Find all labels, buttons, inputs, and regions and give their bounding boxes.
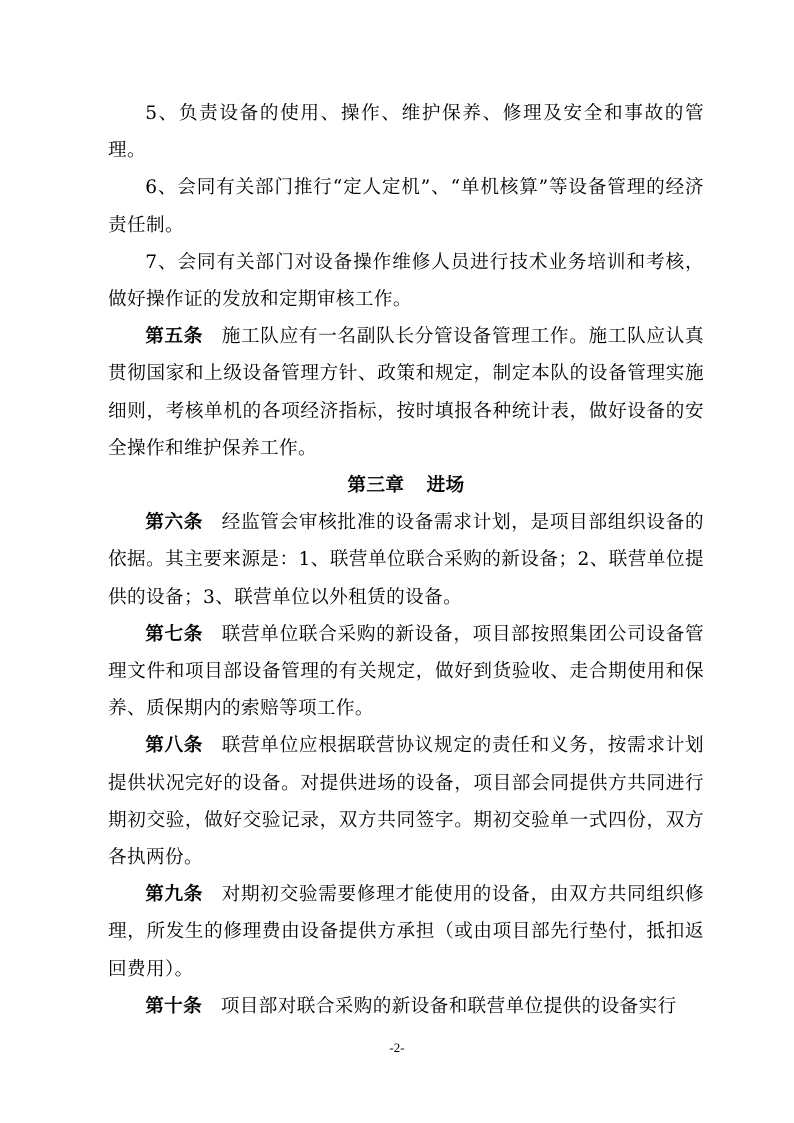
duty-item-5	[108, 95, 704, 169]
article-8-label: 第八条	[145, 735, 204, 757]
article-8-text: 联营单位应根据联营协议规定的责任和义务，按需求计划提供状况完好的设备。对提供进场的设备，项目部会同提供方共同进行期初交验，做好交验记录，双方共同签字。期初交验单一式四份，双方各执两份。	[108, 735, 704, 869]
chapter-heading	[108, 467, 704, 504]
article-6-text: 经监管会审核批准的设备需求计划，是项目部组织设备的依据。其主要来源是：1、联营单位联合采购的新设备；2、联营单位提供的设备；3、联营单位以外租赁的设备。	[108, 512, 704, 608]
chapter-number: 第三章	[347, 475, 405, 497]
article-10	[108, 988, 704, 1025]
article-5-text: 施工队应有一名副队长分管设备管理工作。施工队应认真贯彻国家和上级设备管理方针、政策和规定，制定本队的设备管理实施细则，考核单机的各项经济指标，按时填报各种统计表，做好设备的安全操作和维护保养工作。	[108, 326, 704, 459]
article-9-label: 第九条	[145, 884, 204, 906]
article-7-text: 联营单位联合采购的新设备，项目部按照集团公司设备管理文件和项目部设备管理的有关规定，做好到货验收、走合期使用和保养、质保期内的索赔等项工作。	[108, 623, 704, 720]
page-number: -2-	[389, 1040, 405, 1055]
article-6	[108, 504, 704, 616]
article-8	[108, 727, 704, 876]
duty-item-6-text: 6、会同有关部门推行“定人定机”、“单机核算”等设备管理的经济责任制。	[108, 177, 704, 236]
duty-item-6	[108, 169, 704, 243]
article-9-text: 对期初交验需要修理才能使用的设备，由双方共同组织修理，所发生的修理费由设备提供方承担（或由项目部先行垫付，抵扣返回费用）。	[108, 884, 704, 980]
article-7	[108, 616, 704, 728]
article-10-text: 项目部对联合采购的新设备和联营单位提供的设备实行	[220, 995, 677, 1017]
duty-item-7	[108, 244, 704, 318]
chapter-title: 进场	[426, 475, 465, 497]
article-6-label: 第六条	[145, 512, 204, 534]
duty-item-5-text: 5、负责设备的使用、操作、维护保养、修理及安全和事故的管理。	[108, 103, 704, 162]
document-body	[108, 95, 704, 1025]
article-9	[108, 876, 704, 988]
article-5-label: 第五条	[145, 326, 204, 348]
article-5	[108, 318, 704, 467]
article-10-label: 第十条	[145, 995, 203, 1017]
article-7-label: 第七条	[145, 623, 204, 645]
duty-item-7-text: 7、会同有关部门对设备操作维修人员进行技术业务培训和考核，做好操作证的发放和定期审核工作。	[108, 251, 704, 311]
